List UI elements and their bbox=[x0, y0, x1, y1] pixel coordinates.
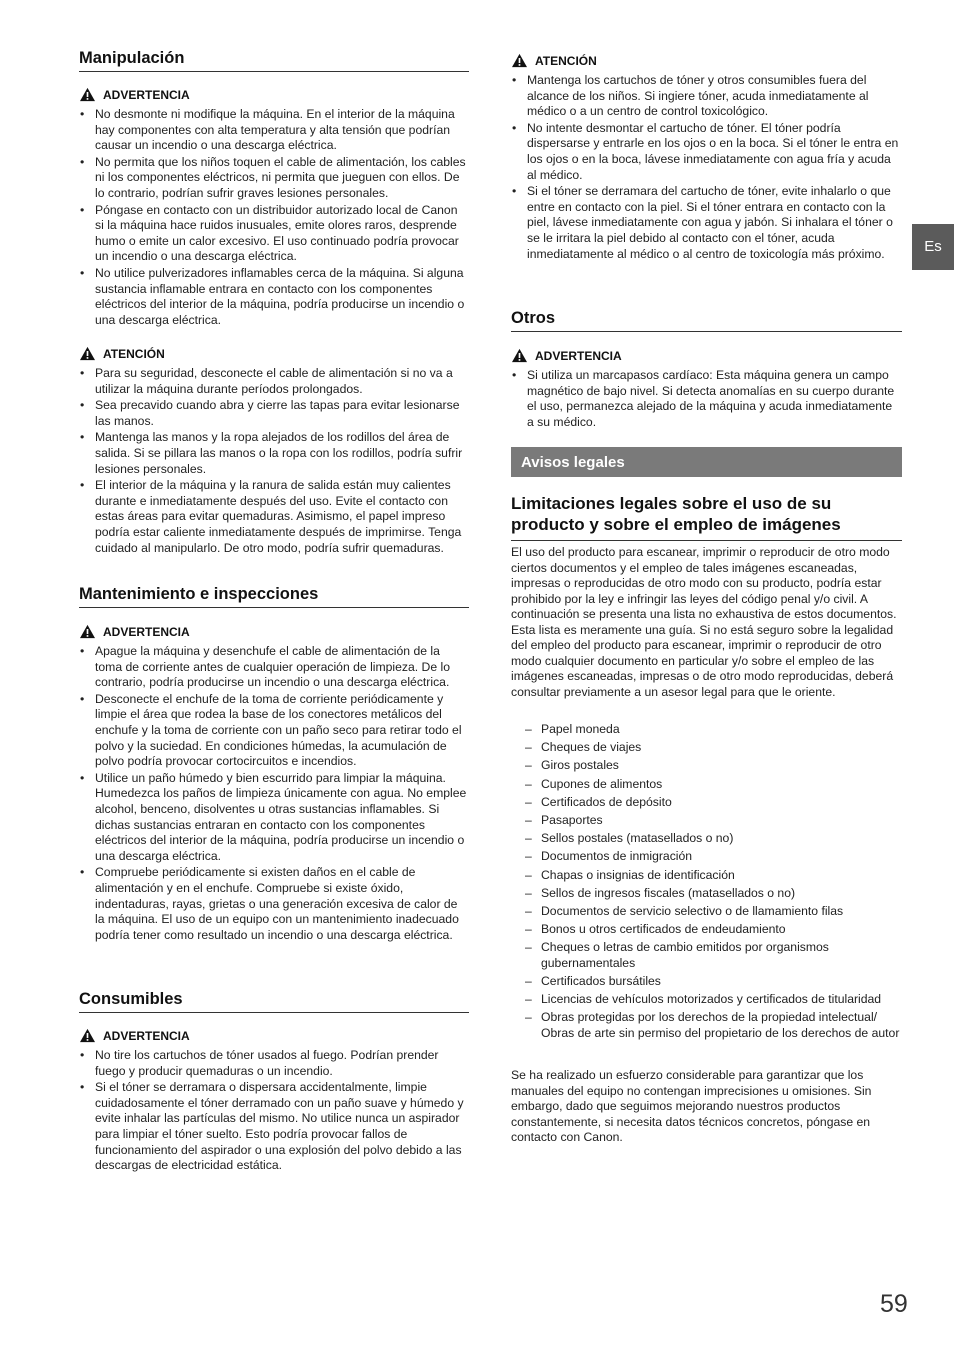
list-item: • Póngase en contacto con un distribuidor autorizado local de Canon si la máquina hace ruidos inusuales, emite olores raros, desprende humo o emite un calor excesivo. El uso continuado podría provocar un incendio o una descarga eléctrica. bbox=[79, 203, 469, 265]
list-item: • Si el tóner se derramara o dispersara accidentalmente, limpie cuidadosamente el tóner derramado con un paño suave y húmedo y evite inhalar las partículas del mismo. No utilice nunca un aspirador para limpiar el tóner suelto. Esto podría provocar fallos de funcionamiento del aspirador o una explosión del polvo debido a las descargas de electricidad estática. bbox=[79, 1080, 469, 1174]
section-title-consumibles: Consumibles bbox=[79, 990, 469, 1013]
caution-label bbox=[79, 346, 165, 361]
list-item: • Si utiliza un marcapasos cardíaco: Esta máquina genera un campo magnético de bajo nivel. Si detecta anomalías en su cuerpo durante el uso, permanezca alejado de la máquina y acuda inmediatamente a su médico. bbox=[511, 368, 902, 430]
list-item: – Cheques de viajes bbox=[511, 740, 902, 756]
warning-label bbox=[79, 1028, 190, 1043]
list-item: – Giros postales bbox=[511, 758, 902, 774]
list-item: • Mantenga las manos y la ropa alejados de los rodillos del área de salida. Si se pillara las manos o la ropa con los rodillos, podría sufrir lesiones personales. bbox=[79, 430, 469, 477]
list-item: – Licencias de vehículos motorizados y certificados de titularidad bbox=[511, 992, 902, 1008]
caution-label-text: ATENCIÓN bbox=[103, 346, 165, 361]
section-title-mantenimiento: Mantenimiento e inspecciones bbox=[79, 585, 469, 608]
list-item: • No intente desmontar el cartucho de tóner. El tóner podría dispersarse y entrarle en los ojos o en la boca. Si el tóner le entra en los ojos o en la boca, lávese inmediatamente con agua fría y acuda al médico. bbox=[511, 121, 902, 183]
caution-label-text: ATENCIÓN bbox=[535, 53, 597, 68]
otros-warning-list bbox=[511, 368, 902, 431]
list-item: – Chapas o insignias de identificación bbox=[511, 868, 902, 884]
warning-triangle-icon bbox=[511, 348, 528, 363]
warning-label-text: ADVERTENCIA bbox=[535, 348, 622, 363]
limitaciones-closing: Se ha realizado un esfuerzo considerable para garantizar que los manuales del equipo no contengan imprecisiones u omisiones. Sin embargo, dado que seguimos mejorando nuestros productos constantemente, si necesita datos técnicos concretos, póngase en contacto con Canon. bbox=[511, 1068, 872, 1144]
list-item: – Sellos postales (matasellados o no) bbox=[511, 831, 902, 847]
manipulacion-caution-list bbox=[79, 366, 469, 557]
list-item: • Mantenga los cartuchos de tóner y otros consumibles fuera del alcance de los niños. Si ingiere tóner, acuda inmediatamente al médico o a un centro de control toxicológico. bbox=[511, 73, 902, 120]
section-title-manipulacion: Manipulación bbox=[79, 49, 469, 72]
section-title-limitaciones: Limitaciones legales sobre el uso de su producto y sobre el empleo de imágenes bbox=[511, 493, 902, 541]
list-item: • Apague la máquina y desenchufe el cable de alimentación de la toma de corriente antes de cualquier operación de limpieza. De lo contrario, podría producirse un incendio o una descarga eléctrica. bbox=[79, 644, 469, 691]
warning-triangle-icon bbox=[79, 1028, 96, 1043]
limitaciones-intro: El uso del producto para escanear, imprimir o reproducir de otro modo ciertos documentos y el empleo de tales imágenes escaneadas, impresas o reproducidas de otro modo con su producto, podría estar prohibido por la ley e infringir las leyes del código penal y/o civil. A continuación se presenta una lista no exhaustiva de estos documentos. Esta lista es meramente una guía. Si no está seguro sobre la legalidad del empleo del producto para escanear, imprimir o reproducir de otro modo cualquier documento en particular y/o sobre el empleo de las imágenes escaneadas, impresas o de otro modo reproducidas, deberá consultar previamente a un asesor legal para que le oriente. bbox=[511, 545, 897, 699]
list-item: – Certificados bursátiles bbox=[511, 974, 902, 990]
list-item: • Utilice un paño húmedo y bien escurrido para limpiar la máquina. Humedezca los paños de limpieza únicamente con agua. No emplee alcohol, benceno, disolventes u otras sustancias inflamables. Si dichas sustancias entraran en contacto con los componentes eléctricos del interior de la máquina, podría producirse un incendio o una descarga eléctrica. bbox=[79, 771, 469, 865]
warning-triangle-icon bbox=[79, 346, 96, 361]
caution-label bbox=[511, 53, 597, 68]
list-item: – Certificados de depósito bbox=[511, 795, 902, 811]
list-item: – Documentos de servicio selectivo o de llamamiento filas bbox=[511, 904, 902, 920]
language-tab: Es bbox=[912, 224, 954, 270]
warning-label bbox=[79, 624, 190, 639]
list-item: – Sellos de ingresos fiscales (matasellados o no) bbox=[511, 886, 902, 902]
warning-label bbox=[79, 87, 190, 102]
list-item: • No utilice pulverizadores inflamables cerca de la máquina. Si alguna sustancia inflamable entrara en contacto con los componentes eléctricos del interior de la máquina, podría producirse un incendio o una descarga eléctrica. bbox=[79, 266, 469, 328]
warning-label-text: ADVERTENCIA bbox=[103, 87, 190, 102]
consumibles-caution-list bbox=[511, 73, 902, 263]
list-item: – Papel moneda bbox=[511, 722, 902, 738]
list-item: • No permita que los niños toquen el cable de alimentación, los cables ni los componentes eléctricos, ni permita que jueguen con ellos. De lo contrario, podrían sufrir graves lesiones personales. bbox=[79, 155, 469, 202]
list-item: – Cupones de alimentos bbox=[511, 777, 902, 793]
list-item: • El interior de la máquina y la ranura de salida están muy calientes durante e inmediatamente después del uso. Evite el contacto con estas áreas para evitar quemaduras. Asimismo, el papel impreso podría estar caliente inmediatamente después de imprimirse. Tenga cuidado al manipularlo. De otro modo, podría sufrir quemaduras. bbox=[79, 478, 469, 556]
warning-triangle-icon bbox=[511, 53, 528, 68]
manipulacion-warning-list bbox=[79, 107, 469, 329]
list-item: – Cheques o letras de cambio emitidos por organismos gubernamentales bbox=[511, 940, 902, 971]
list-item: – Documentos de inmigración bbox=[511, 849, 902, 865]
consumibles-warning-list bbox=[79, 1048, 469, 1175]
section-title-otros: Otros bbox=[511, 309, 902, 332]
list-item: • Sea precavido cuando abra y cierre las tapas para evitar lesionarse las manos. bbox=[79, 398, 469, 429]
list-item: • Para su seguridad, desconecte el cable de alimentación si no va a utilizar la máquina durante períodos prolongados. bbox=[79, 366, 469, 397]
avisos-legales-banner: Avisos legales bbox=[511, 447, 902, 477]
mantenimiento-warning-list bbox=[79, 644, 469, 944]
list-item: • Si el tóner se derramara del cartucho de tóner, evite inhalarlo o que entre en contacto con la piel. Si el tóner entrara en contacto con la piel, lávese inmediatamente con agua y jabón. Si inhalara el tóner o se le irritara la piel debido al contacto con el tóner, acuda inmediatamente al médico o al centro de toxicología más próximo. bbox=[511, 184, 902, 262]
page-number: 59 bbox=[880, 1290, 908, 1318]
documents-list bbox=[511, 722, 902, 1044]
warning-label-text: ADVERTENCIA bbox=[103, 1028, 190, 1043]
list-item: – Obras protegidas por los derechos de la propiedad intelectual/ Obras de arte sin permiso del propietario de los derechos de autor bbox=[511, 1010, 902, 1041]
warning-triangle-icon bbox=[79, 624, 96, 639]
list-item: – Bonos u otros certificados de endeudamiento bbox=[511, 922, 902, 938]
list-item: • Compruebe periódicamente si existen daños en el cable de alimentación y en el enchufe. Compruebe si existe óxido, indentaduras, rayas, grietas o una generación excesiva de calor de la máquina. El uso de un equipo con un mantenimiento inadecuado podría tener como resultado un incendio o una descarga eléctrica. bbox=[79, 865, 469, 943]
warning-label bbox=[511, 348, 622, 363]
list-item: – Pasaportes bbox=[511, 813, 902, 829]
list-item: • No desmonte ni modifique la máquina. En el interior de la máquina hay componentes con alta temperatura y alta tensión que podrían causar un incendio o una descarga eléctrica. bbox=[79, 107, 469, 154]
warning-triangle-icon bbox=[79, 87, 96, 102]
list-item: • No tire los cartuchos de tóner usados al fuego. Podrían prender fuego y producir quemaduras o un incendio. bbox=[79, 1048, 469, 1079]
warning-label-text: ADVERTENCIA bbox=[103, 624, 190, 639]
list-item: • Desconecte el enchufe de la toma de corriente periódicamente y limpie el área que rodea la base de los conectores metálicos del enchufe y la toma de corriente con un paño seco para retirar todo el polvo y la suciedad. En condiciones húmedas, la acumulación de polvo podría provocar cortocircuitos e incendios. bbox=[79, 692, 469, 770]
